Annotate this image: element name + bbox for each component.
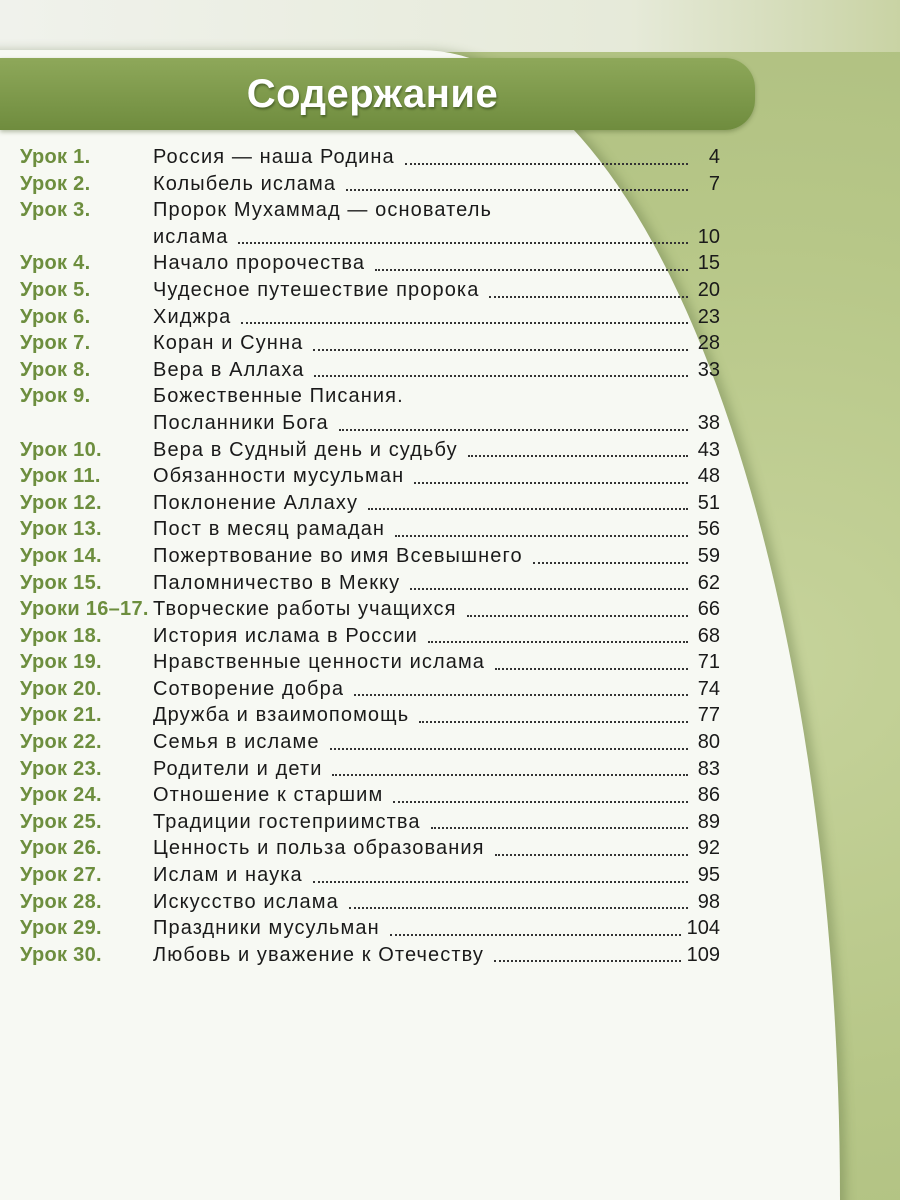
dot-leader [368,507,688,510]
lesson-label: Урок 27. [20,864,102,887]
lesson-label: Урок 3. [20,199,91,222]
dot-leader [495,667,688,670]
page-number: 109 [686,943,720,966]
toc-entry [20,543,720,570]
lesson-label: Урок 24. [20,784,102,807]
toc-entry [20,649,720,676]
dot-leader [414,481,688,484]
lesson-label: Урок 26. [20,837,102,860]
lesson-title: История ислама в России [153,624,418,647]
lesson-title: Родители и дети [153,757,323,780]
toc-entry [20,197,720,224]
lesson-title: Вера в Судный день и судьбу [153,438,458,461]
page-number: 48 [697,465,720,488]
toc-entry [20,277,720,304]
lesson-label: Урок 13. [20,518,102,541]
toc-entry [20,330,720,357]
lesson-label: Урок 5. [20,278,91,301]
lesson-title: Дружба и взаимопомощь [153,704,410,727]
lesson-label: Урок 29. [20,917,102,940]
page-number: 23 [697,305,720,328]
lesson-label: Урок 2. [20,172,91,195]
page-number: 74 [697,677,720,700]
page-number: 10 [697,225,720,248]
toc-entry [20,702,720,729]
lesson-label: Урок 11. [20,465,101,488]
lesson-title: Традиции гостеприимства [153,810,421,833]
page-number: 92 [697,837,720,860]
page-number: 15 [697,252,720,275]
dot-leader [405,162,688,165]
dot-leader [339,428,688,431]
toc-entry [20,144,720,171]
lesson-title: Коран и Сунна [153,332,304,355]
lesson-title: Колыбель ислама [153,172,337,195]
lesson-label: Урок 25. [20,810,102,833]
dot-leader [390,933,681,936]
lesson-title: Искусство ислама [153,890,339,913]
lesson-title: Семья в исламе [153,731,320,754]
lesson-title: Нравственные ценности ислама [153,651,486,674]
toc-entry [20,357,720,384]
dot-leader [313,348,688,351]
dot-leader [349,906,688,909]
top-strip [0,0,900,52]
dot-leader [495,853,688,856]
page-number: 77 [697,704,720,727]
page-number: 20 [697,278,720,301]
lesson-title: Пост в месяц рамадан [153,518,386,541]
lesson-title: Вера в Аллаха [153,358,305,381]
lesson-label: Урок 10. [20,438,102,461]
page-number: 68 [697,624,720,647]
lesson-label: Урок 1. [20,146,91,168]
lesson-label: Урок 7. [20,332,91,355]
lesson-label: Урок 14. [20,544,102,567]
lesson-title-continuation: ислама [153,225,229,248]
toc-entry [20,915,720,942]
toc-entry-continuation [20,224,720,251]
page-number: 38 [697,411,720,434]
lesson-label: Урок 28. [20,890,102,913]
toc-entry [20,596,720,623]
toc-entry [20,570,720,597]
lesson-label: Урок 18. [20,624,102,647]
lesson-title: Пожертвование во имя Всевышнего [153,544,523,567]
lesson-title: Россия — наша Родина [153,146,395,168]
toc-entry-continuation [20,410,720,437]
lesson-title: Творческие работы учащихся [153,598,457,621]
page-number: 98 [697,890,720,913]
toc-entry [20,623,720,650]
lesson-title: Сотворение добра [153,677,345,700]
page-title: Содержание [246,72,499,116]
toc-entry [20,463,720,490]
toc-entry [20,862,720,889]
dot-leader [395,534,688,537]
dot-leader [314,374,688,377]
page-number: 80 [697,731,720,754]
page-number: 86 [697,784,720,807]
toc-entry [20,437,720,464]
dot-leader [428,640,688,643]
lesson-title: Поклонение Аллаху [153,491,359,514]
toc-entry [20,889,720,916]
toc-entry [20,835,720,862]
page-number: 7 [708,172,720,195]
lesson-title: Любовь и уважение к Отечеству [153,943,485,966]
lesson-label: Урок 22. [20,731,102,754]
dot-leader [419,720,688,723]
toc-entry [20,516,720,543]
page-number: 56 [697,518,720,541]
lesson-label: Урок 4. [20,252,91,275]
lesson-title: Отношение к старшим [153,784,384,807]
page-number: 83 [697,757,720,780]
dot-leader [468,454,688,457]
toc-entry [20,729,720,756]
lesson-title: Праздники мусульман [153,917,380,940]
page-number: 4 [708,146,720,168]
lesson-label: Урок 12. [20,491,102,514]
dot-leader [313,880,688,883]
page-number: 89 [697,810,720,833]
lesson-label: Урок 9. [20,385,91,408]
dot-leader [494,959,681,962]
toc-entry [20,383,720,410]
lesson-title-continuation: Посланники Бога [153,411,329,434]
lesson-label: Урок 20. [20,677,102,700]
toc-entry [20,171,720,198]
toc-entry [20,304,720,331]
page-number: 33 [697,358,720,381]
lesson-title: Ислам и наука [153,864,303,887]
lesson-label: Урок 15. [20,571,102,594]
toc-entry [20,782,720,809]
lesson-title: Божественные Писания. [153,385,404,408]
lesson-title: Пророк Мухаммад — основатель [153,199,493,222]
lesson-label: Урок 21. [20,704,102,727]
lesson-title: Обязанности мусульман [153,465,405,488]
dot-leader [354,693,688,696]
dot-leader [330,747,688,750]
page-number: 62 [697,571,720,594]
page-number: 28 [697,332,720,355]
toc-entry [20,676,720,703]
dot-leader [332,773,688,776]
lesson-title: Чудесное путешествие пророка [153,278,480,301]
lesson-label: Урок 30. [20,943,102,966]
page-number: 51 [697,491,720,514]
table-of-contents [20,144,720,968]
toc-entry [20,250,720,277]
toc-entry [20,756,720,783]
lesson-title: Ценность и польза образования [153,837,485,860]
page-number: 66 [697,598,720,621]
toc-entry [20,809,720,836]
lesson-label: Урок 8. [20,358,91,381]
lesson-label: Урок 6. [20,305,91,328]
toc-entry [20,490,720,517]
dot-leader [238,241,688,244]
dot-leader [241,321,688,324]
page-number: 95 [697,864,720,887]
dot-leader [489,295,688,298]
dot-leader [467,614,688,617]
page-number: 104 [686,917,720,940]
lesson-title: Начало пророчества [153,252,366,275]
lesson-label: Уроки 16–17. [20,598,149,621]
page-number: 59 [697,544,720,567]
lesson-title: Хиджра [153,305,232,328]
dot-leader [410,587,688,590]
dot-leader [346,188,688,191]
lesson-title: Паломничество в Мекку [153,571,401,594]
dot-leader [533,561,688,564]
dot-leader [393,800,688,803]
lesson-label: Урок 23. [20,757,102,780]
page-number: 43 [697,438,720,461]
toc-entry [20,942,720,969]
lesson-label: Урок 19. [20,651,102,674]
dot-leader [431,826,688,829]
dot-leader [375,268,688,271]
page-number: 71 [697,651,720,674]
